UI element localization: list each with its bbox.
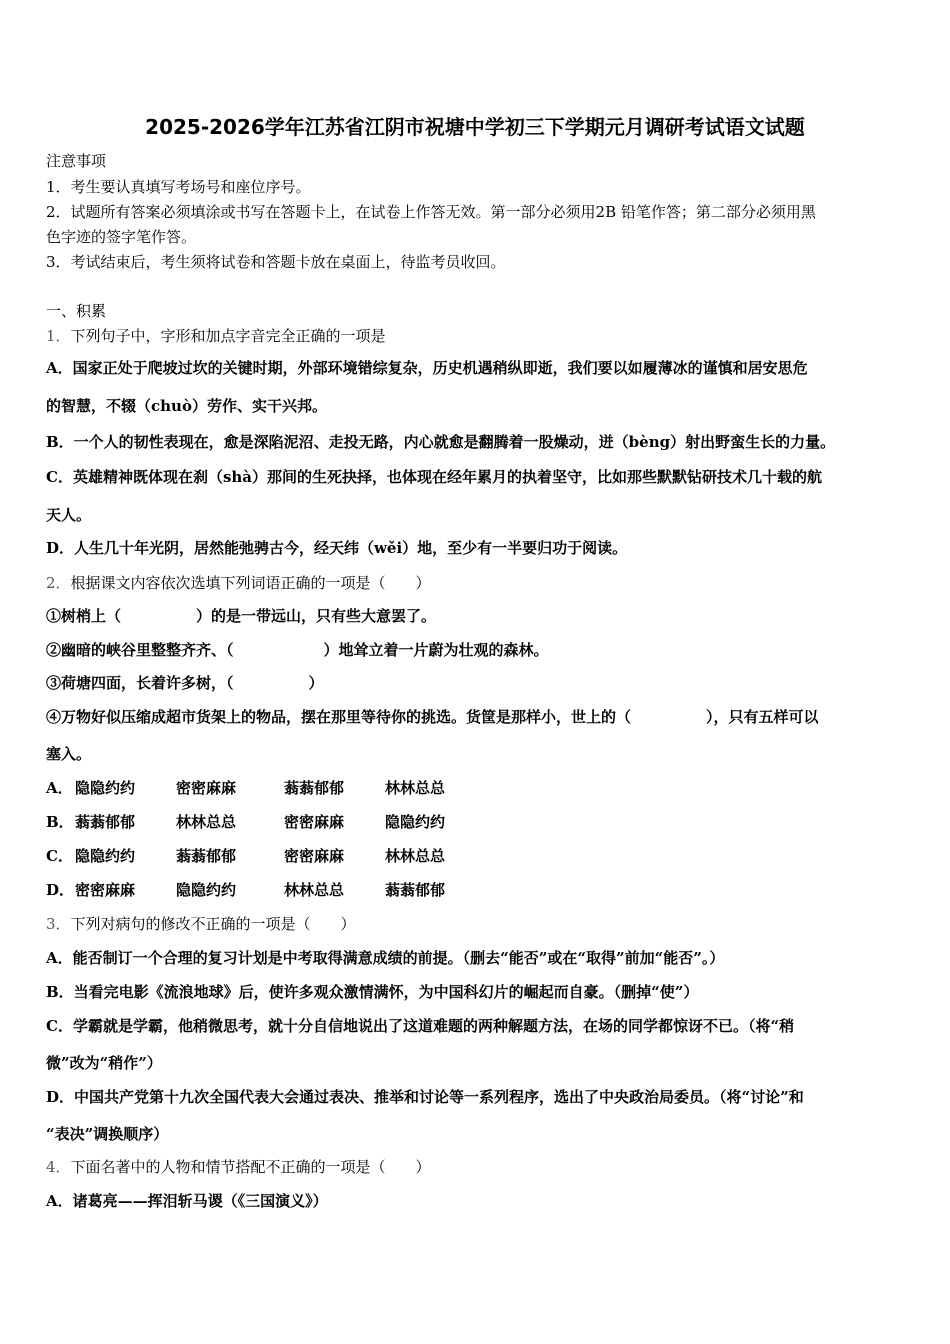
- option-word-1: 隐隐约约: [75, 779, 136, 797]
- question-2-text: 根据课文内容依次选填下列词语正确的一项是（ ）: [70, 574, 431, 592]
- question-2-sentence-1: ①树梢上（ ）的是一带远山，只有些大意罢了。: [46, 607, 437, 625]
- question-4-option-a: A．诸葛亮——挥泪斩马谡（《三国演义》）: [46, 1192, 328, 1210]
- notice-item-2-cont: 色字迹的签字笔作答。: [46, 228, 197, 246]
- question-3-option-a: A．能否制订一个合理的复习计划是中考取得满意成绩的前提。（删去“能否”或在“取得”前加“能否”。）: [46, 949, 725, 967]
- option-word-2: 隐隐约约: [176, 881, 237, 899]
- question-2-sentence-3: ③荷塘四面，长着许多树，（ ）: [46, 674, 324, 692]
- question-2-sentence-4-cont: 塞入。: [46, 745, 92, 763]
- question-1-option-c-cont: 天人。: [46, 506, 92, 524]
- option-word-1: 密密麻麻: [75, 881, 136, 899]
- option-label: A．: [46, 779, 73, 797]
- option-word-3: 林林总总: [284, 881, 345, 899]
- question-2-sentence-4: ④万物好似压缩成超市货架上的物品，摆在那里等待你的挑选。货筐是那样小，世上的（ ），只有五样可以: [46, 708, 819, 726]
- option-label: B．: [46, 813, 74, 831]
- option-word-3: 蓊蓊郁郁: [284, 779, 345, 797]
- question-3-text: 下列对病句的修改不正确的一项是（ ）: [70, 915, 356, 933]
- question-1-stem: [46, 326, 386, 346]
- question-3-number: 3．: [46, 915, 71, 933]
- option-word-1: 隐隐约约: [75, 847, 136, 865]
- notice-heading: 注意事项: [46, 152, 107, 170]
- option-label: C．: [46, 847, 73, 865]
- option-word-4: 林林总总: [385, 779, 446, 797]
- question-2-stem: [46, 573, 431, 593]
- question-3-option-c: C．学霸就是学霸，他稍微思考，就十分自信地说出了这道难题的两种解题方法，在场的同学都惊讶不已。（将“稍: [46, 1017, 795, 1035]
- option-word-4: 隐隐约约: [385, 813, 446, 831]
- question-3-option-b: B．当看完电影《流浪地球》后，使许多观众激情满怀，为中国科幻片的崛起而自豪。（删掉“使”）: [46, 983, 699, 1001]
- notice-item-2: 2．试题所有答案必须填涂或书写在答题卡上，在试卷上作答无效。第一部分必须用2B 铅笔作答；第二部分必须用黑: [46, 203, 816, 221]
- option-word-2: 林林总总: [176, 813, 237, 831]
- option-word-4: 林林总总: [385, 847, 446, 865]
- option-label: D．: [46, 881, 75, 899]
- question-1-option-a: A．国家正处于爬坡过坎的关键时期，外部环境错综复杂，历史机遇稍纵即逝，我们要以如履薄冰的谨慎和居安思危: [46, 359, 808, 377]
- option-word-3: 密密麻麻: [284, 813, 345, 831]
- question-4-text: 下面名著中的人物和情节搭配不正确的一项是（ ）: [70, 1158, 431, 1176]
- notice-item-1: 1．考生要认真填写考场号和座位序号。: [46, 178, 311, 196]
- question-3-option-d-cont: “表决”调换顺序）: [46, 1125, 169, 1143]
- option-word-1: 蓊蓊郁郁: [75, 813, 136, 831]
- question-3-stem: [46, 914, 356, 934]
- notice-item-3: 3．考试结束后，考生须将试卷和答题卡放在桌面上，待监考员收回。: [46, 253, 506, 271]
- option-word-2: 密密麻麻: [176, 779, 237, 797]
- question-1-option-d: D．人生几十年光阴，居然能弛骋古今，经天纬（wěi）地，至少有一半要归功于阅读。: [46, 539, 628, 557]
- question-2-number: 2．: [46, 574, 71, 592]
- exam-title: 2025-2026学年江苏省江阴市祝塘中学初三下学期元月调研考试语文试题: [145, 115, 805, 139]
- question-4-number: 4．: [46, 1158, 71, 1176]
- question-1-option-b: B．一个人的韧性表现在，愈是深陷泥沼、走投无路，内心就愈是翻腾着一股燥动，迸（bèng）射出野蛮生长的力量。: [46, 433, 836, 451]
- question-4-stem: [46, 1157, 431, 1177]
- option-word-2: 蓊蓊郁郁: [176, 847, 237, 865]
- option-word-3: 密密麻麻: [284, 847, 345, 865]
- question-3-option-d: D．中国共产党第十九次全国代表大会通过表决、推举和讨论等一系列程序，选出了中央政治局委员。（将“讨论”和: [46, 1088, 804, 1106]
- question-2-sentence-2: ②幽暗的峡谷里整整齐齐、（ ）地耸立着一片蔚为壮观的森林。: [46, 641, 549, 659]
- question-1-option-a-cont: 的智慧，不辍（chuò）劳作、实干兴邦。: [46, 397, 327, 415]
- question-1-option-c: C．英雄精神既体现在刹（shà）那间的生死抉择，也体现在经年累月的执着坚守，比如那些默默钻研技术几十载的航: [46, 468, 823, 486]
- question-3-option-c-cont: 微”改为“稍作”）: [46, 1054, 162, 1072]
- section-heading: 一、积累: [46, 302, 107, 320]
- question-1-text: 下列句子中，字形和加点字音完全正确的一项是: [70, 327, 386, 345]
- option-word-4: 蓊蓊郁郁: [385, 881, 446, 899]
- question-1-number: 1．: [46, 327, 71, 345]
